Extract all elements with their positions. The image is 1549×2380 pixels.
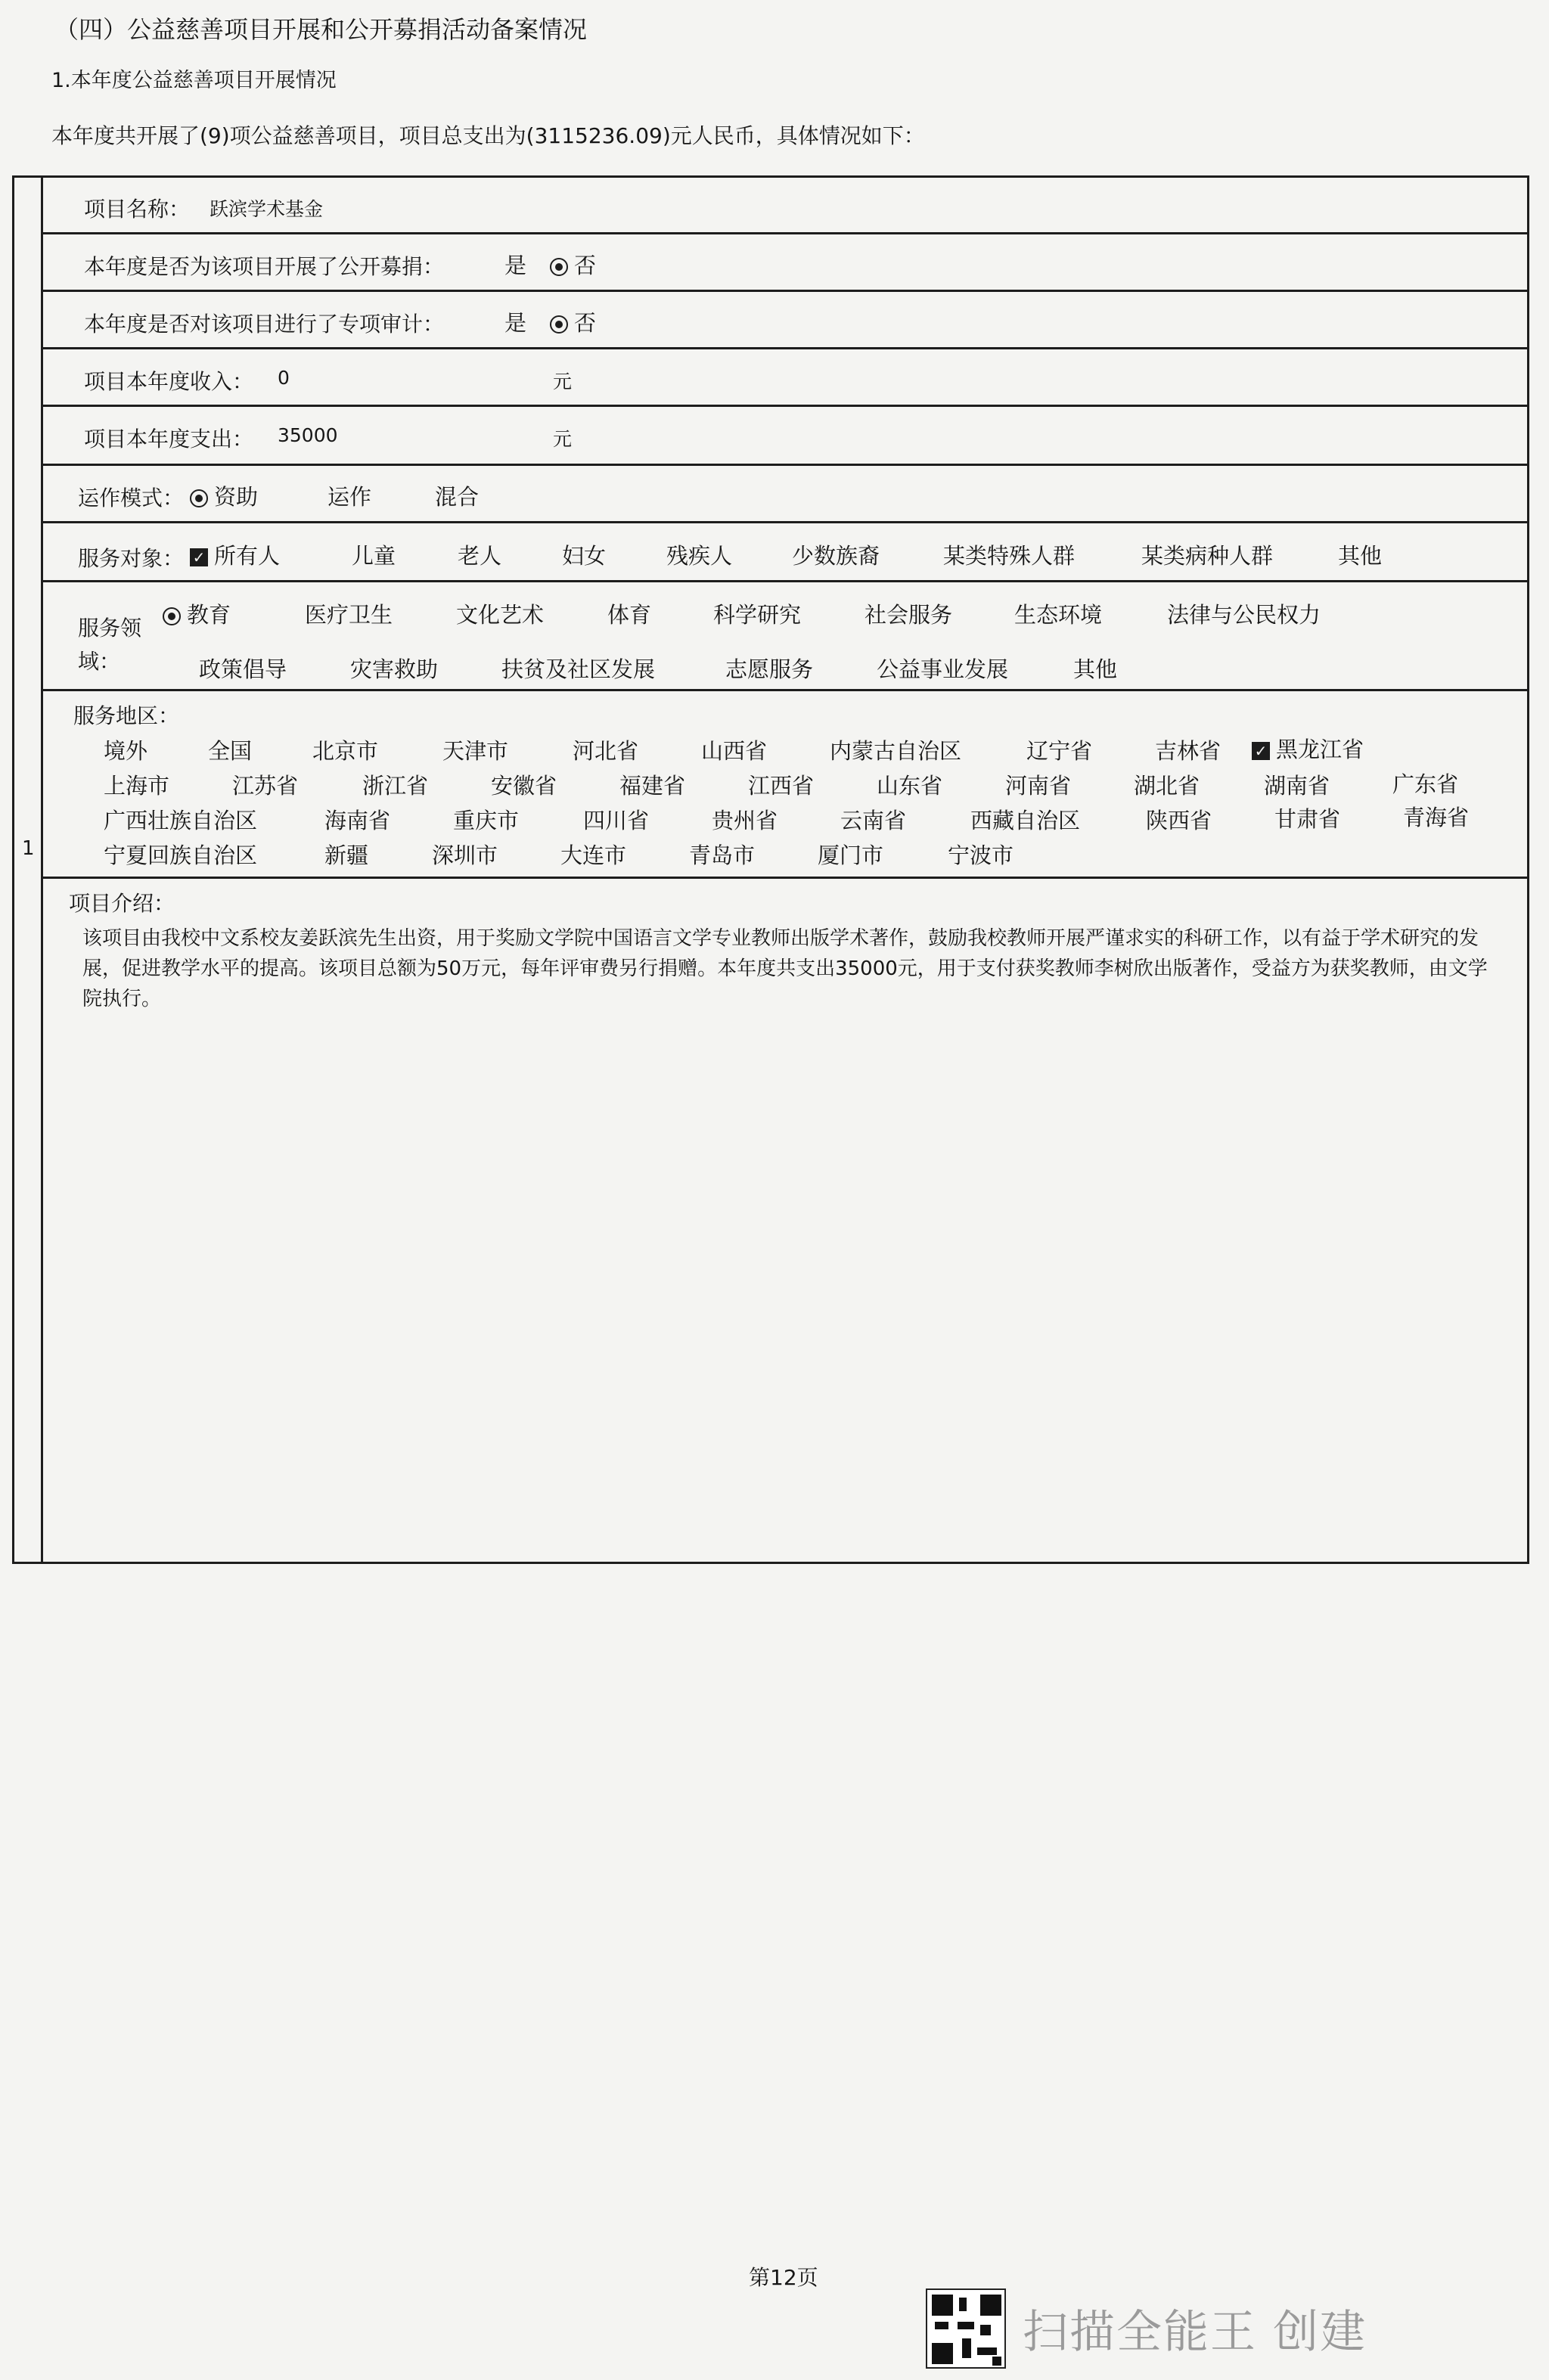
project-name-label: 项目名称： <box>84 197 191 222</box>
field-option[interactable]: 文化艺术 <box>456 602 545 628</box>
project-index: 1 <box>22 837 35 860</box>
region-option[interactable]: 北京市 <box>312 738 379 764</box>
field-option[interactable]: 社会服务 <box>865 602 953 628</box>
row-divider <box>43 464 1527 466</box>
expense-unit: 元 <box>553 428 573 450</box>
field-option[interactable]: 公益事业发展 <box>877 656 1009 682</box>
row-divider <box>43 689 1527 691</box>
audit-option-yes[interactable]: 是 <box>504 310 527 336</box>
project-name-value: 跃滨学术基金 <box>210 198 324 220</box>
target-option[interactable]: 老人 <box>458 543 502 569</box>
region-option[interactable]: 境外 <box>104 738 148 764</box>
service-targets-label: 服务对象： <box>78 546 185 571</box>
region-option[interactable]: 福建省 <box>619 773 686 799</box>
service-fields-label: 服务领 <box>78 616 142 641</box>
scanner-watermark: 扫描全能王 创建 <box>1023 2306 1367 2359</box>
introduction-text: 该项目由我校中文系校友姜跃滨先生出资，用于奖励文学院中国语言文学专业教师出版学术著作，鼓励我校教师开展严谨求实的科研工作，以有益于学术研究的发展，促进教学水平的提高。该项目总额为50万元，每年评审费另行捐赠。本年度共支出35000元，用于支付获奖教师李树欣出版著作，受益方为获奖教师，由文学院执行。 <box>82 927 1488 1010</box>
field-option[interactable]: 法律与公民权力 <box>1167 602 1321 628</box>
checkbox-checked-icon: ✓ <box>1252 742 1270 760</box>
public-fundraising-label: 本年度是否为该项目开展了公开募捐： <box>84 254 445 279</box>
page-number: 第12页 <box>749 2265 818 2290</box>
target-option[interactable]: 妇女 <box>562 543 607 569</box>
introduction-label: 项目介绍： <box>69 891 175 916</box>
income-value: 0 <box>278 367 290 389</box>
region-option[interactable]: 湖北省 <box>1134 773 1200 799</box>
region-option[interactable]: 广东省 <box>1392 771 1459 797</box>
project-form <box>12 175 1529 1564</box>
region-option[interactable]: 广西壮族自治区 <box>104 808 258 833</box>
operation-option-fund[interactable]: 资助 <box>190 480 258 511</box>
region-option[interactable]: 四川省 <box>583 808 650 833</box>
region-option[interactable]: 宁夏回族自治区 <box>104 842 258 868</box>
region-option[interactable]: 浙江省 <box>362 773 429 799</box>
service-fields-label-cont: 域： <box>78 649 121 674</box>
expense-label: 项目本年度支出： <box>84 427 254 451</box>
row-divider <box>43 521 1527 523</box>
field-option[interactable]: 政策倡导 <box>199 656 287 682</box>
region-option[interactable]: 内蒙古自治区 <box>830 738 962 764</box>
expense-value: 35000 <box>278 424 338 446</box>
index-column <box>14 178 43 1562</box>
region-option[interactable]: 厦门市 <box>818 842 884 868</box>
region-option[interactable]: 云南省 <box>840 808 907 833</box>
row-divider <box>43 290 1527 292</box>
operation-mode-label: 运作模式： <box>78 486 185 510</box>
income-unit: 元 <box>553 371 573 393</box>
row-divider <box>43 877 1527 879</box>
field-option[interactable]: 生态环境 <box>1014 602 1103 628</box>
region-option[interactable]: 江苏省 <box>232 773 299 799</box>
region-option[interactable]: 重庆市 <box>453 808 520 833</box>
field-option[interactable]: 灾害救助 <box>350 656 439 682</box>
field-option[interactable]: 体育 <box>607 602 652 628</box>
region-option[interactable]: 西藏自治区 <box>970 808 1081 833</box>
row-divider <box>43 232 1527 234</box>
row-divider <box>43 405 1527 407</box>
field-option-education[interactable]: 教育 <box>163 598 231 629</box>
subsection-title: 1.本年度公益慈善项目开展情况 <box>51 69 337 92</box>
region-option[interactable]: 河南省 <box>1005 773 1072 799</box>
region-option[interactable]: 海南省 <box>324 808 391 833</box>
fundraising-option-yes[interactable]: 是 <box>504 253 527 278</box>
field-option[interactable]: 扶贫及社区发展 <box>501 656 656 682</box>
region-option[interactable]: 湖南省 <box>1264 773 1330 799</box>
region-option[interactable]: 新疆 <box>324 842 369 868</box>
region-option[interactable]: 山东省 <box>877 773 943 799</box>
region-option[interactable]: 山西省 <box>701 738 768 764</box>
target-option[interactable]: 其他 <box>1338 543 1383 569</box>
region-option[interactable]: 贵州省 <box>712 808 778 833</box>
checkbox-checked-icon: ✓ <box>190 548 208 566</box>
field-option[interactable]: 志愿服务 <box>725 656 814 682</box>
field-option[interactable]: 其他 <box>1073 656 1118 682</box>
service-regions-label: 服务地区： <box>73 703 180 728</box>
row-divider <box>43 580 1527 582</box>
region-option-heilongjiang[interactable]: ✓ 黑龙江省 <box>1252 733 1364 764</box>
region-option[interactable]: 陕西省 <box>1146 808 1212 833</box>
field-option[interactable]: 医疗卫生 <box>305 602 393 628</box>
region-option[interactable]: 上海市 <box>104 773 170 799</box>
row-divider <box>43 347 1527 349</box>
region-option[interactable]: 天津市 <box>442 738 509 764</box>
audit-option-no[interactable]: 否 <box>550 306 596 337</box>
region-option[interactable]: 甘肃省 <box>1274 806 1341 832</box>
income-label: 项目本年度收入： <box>84 369 254 394</box>
region-option[interactable]: 安徽省 <box>491 773 557 799</box>
operation-option-mixed[interactable]: 混合 <box>435 484 480 510</box>
field-option[interactable]: 科学研究 <box>713 602 802 628</box>
region-option[interactable]: 河北省 <box>573 738 639 764</box>
region-option[interactable]: 吉林省 <box>1155 738 1222 764</box>
target-option[interactable]: 残疾人 <box>666 543 733 569</box>
special-audit-label: 本年度是否对该项目进行了专项审计： <box>84 312 445 337</box>
region-option[interactable]: 宁波市 <box>948 842 1014 868</box>
fundraising-option-no[interactable]: 否 <box>550 249 596 280</box>
target-option[interactable]: 某类病种人群 <box>1141 543 1274 569</box>
qr-code-icon <box>926 2288 1006 2369</box>
target-option-all[interactable]: ✓ 所有人 <box>190 539 280 570</box>
summary-text: 本年度共开展了(9)项公益慈善项目，项目总支出为(3115236.09)元人民币，具体情况如下： <box>51 123 925 148</box>
radio-selected-icon <box>550 315 568 334</box>
section-title: （四）公益慈善项目开展和公开募捐活动备案情况 <box>54 15 588 44</box>
region-option[interactable]: 大连市 <box>560 842 627 868</box>
region-option[interactable]: 辽宁省 <box>1026 738 1093 764</box>
target-option[interactable]: 某类特殊人群 <box>943 543 1076 569</box>
radio-selected-icon <box>163 607 181 625</box>
region-option[interactable]: 深圳市 <box>432 842 498 868</box>
operation-option-run[interactable]: 运作 <box>327 484 372 510</box>
region-option[interactable]: 青岛市 <box>689 842 756 868</box>
radio-selected-icon <box>190 489 208 507</box>
target-option[interactable]: 少数族裔 <box>792 543 880 569</box>
region-option[interactable]: 青海省 <box>1403 805 1470 830</box>
region-option[interactable]: 江西省 <box>748 773 815 799</box>
radio-selected-icon <box>550 258 568 276</box>
region-option[interactable]: 全国 <box>208 738 253 764</box>
target-option[interactable]: 儿童 <box>352 543 396 569</box>
